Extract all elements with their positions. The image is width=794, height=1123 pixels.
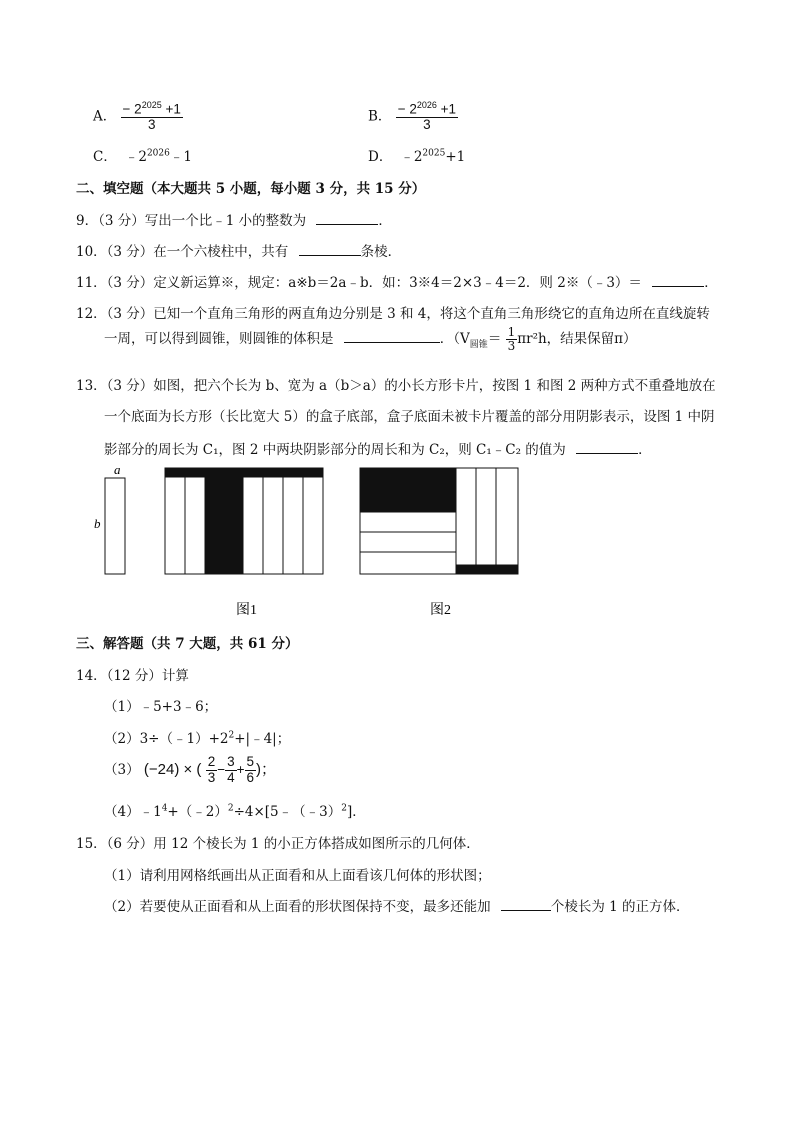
question-14-part1: （1）﹣5+3﹣6； [104,699,218,715]
question-15-title: 15．（6 分）用 12 个棱长为 1 的小正方体搭成如图所示的几何体． [76,836,480,852]
fig2-shaded-topleft [360,468,456,512]
question-9: 9．（3 分）写出一个比﹣1 小的整数为 ． [76,213,392,229]
fig1-card [165,477,185,574]
fig2-card [360,512,456,532]
fig1-shaded-top [165,468,323,477]
answer-blank-13[interactable] [576,441,638,454]
option-b [368,101,458,133]
fig1-shaded-middle [205,477,243,574]
answer-blank-9[interactable] [316,212,378,225]
question-13-line1: 13．（3 分）如图，把六个长为 b、宽为 a（b＞a）的小长方形卡片，按图 1 和图 2 两种方式不重叠地放在 [76,378,716,394]
fig1-card [283,477,303,574]
fig2-label: 图2 [430,603,451,618]
fig1-card [263,477,283,574]
figure-1 [165,468,323,574]
fig2-card [360,532,456,552]
question-15-part2: （2）若要使从正面看和从上面看的形状图保持不变，最多还能加 个棱长为 1 的正方体． [104,899,690,915]
question-14-part2: $(2)3\div(﹣1)+2^2+|﹣4|$； [104,730,291,747]
question-12-line1: 12．（3 分）已知一个直角三角形的两直角边分别是 3 和 4，将这个直角三角形绕它的直角边所在直线旋转 [76,306,710,322]
q13-figures [90,458,530,628]
answer-blank-12[interactable] [344,330,440,343]
question-10: 10．（3 分）在一个六棱柱中，共有 条棱． [76,244,402,260]
figure-2 [360,468,518,574]
sample-card [105,478,125,574]
question-12-line2: 一周，可以得到圆锥，则圆锥的体积是 ．（$V_{圆锥}=$ $\frac{1}{3}$ πr²h，结果保留π） [104,325,637,354]
fig2-card [456,468,476,565]
question-14-title: 14．（12 分）计算 [76,668,189,684]
option-b-fraction: $\frac{- 2^{2026} +1}{3}$ [397,100,457,133]
fig2-card [476,468,496,565]
fig2-card [360,552,456,574]
question-11: 11．（3 分）定义新运算※，规定：a※b＝2a﹣b．如：3※4＝2×3﹣4＝2．则 2※（﹣3）＝ ． [76,275,718,291]
option-d: D． $﹣2^{2025}+1$ [368,148,466,165]
section2-heading: 二、填空题（本大题共 5 小题，每小题 3 分，共 15 分） [76,181,426,197]
question-14-part3: （3） (−24) × ( $\frac{2}{3}$ − $\frac{3}{4}$ + $\frac{5}{6}$ )； [104,754,277,785]
option-c: C． $﹣2^{2026}﹣1$ [93,148,192,165]
question-13-line2: 一个底面为长方形（长比宽大 5）的盒子底部，盒子底面未被卡片覆盖的部分用阴影表示，设图 1 中阴 [104,409,715,425]
option-a-label: A． [93,108,117,125]
section3-heading: 三、解答题（共 7 大题，共 61 分） [76,636,299,652]
fig1-label: 图1 [236,603,257,618]
question-14-part4: $(4)﹣1^4+(﹣2)^2\div 4\times[5﹣(﹣3)^2]$． [104,803,366,820]
label-a: a [114,462,121,477]
label-b: b [94,516,101,531]
fig2-card [496,468,518,565]
fig1-card [243,477,263,574]
fig1-card [303,477,323,574]
option-a-fraction: $\frac{- 2^{2025} +1}{3}$ [122,100,181,133]
fig1-card [185,477,205,574]
question-15-part1: （1）请利用网格纸画出从正面看和从上面看该几何体的形状图； [104,868,491,884]
option-a [93,101,183,133]
fraction-3-4: $\frac{3}{4}$ [227,754,235,785]
option-b-label: B． [368,108,392,125]
question-13-line3: 影部分的周长为 C₁，图 2 中两块阴影部分的周长和为 C₂，则 C₁﹣C₂ 的值为 ． [104,442,652,458]
answer-blank-10[interactable] [299,243,361,256]
fraction-5-6: $\frac{5}{6}$ [246,754,255,785]
fig2-shaded-bottom [456,565,518,574]
answer-blank-15[interactable] [501,898,551,911]
cone-volume-fraction: $\frac{1}{3}$ [507,325,516,354]
fraction-2-3: $\frac{2}{3}$ [207,754,216,785]
answer-blank-11[interactable] [652,274,704,287]
